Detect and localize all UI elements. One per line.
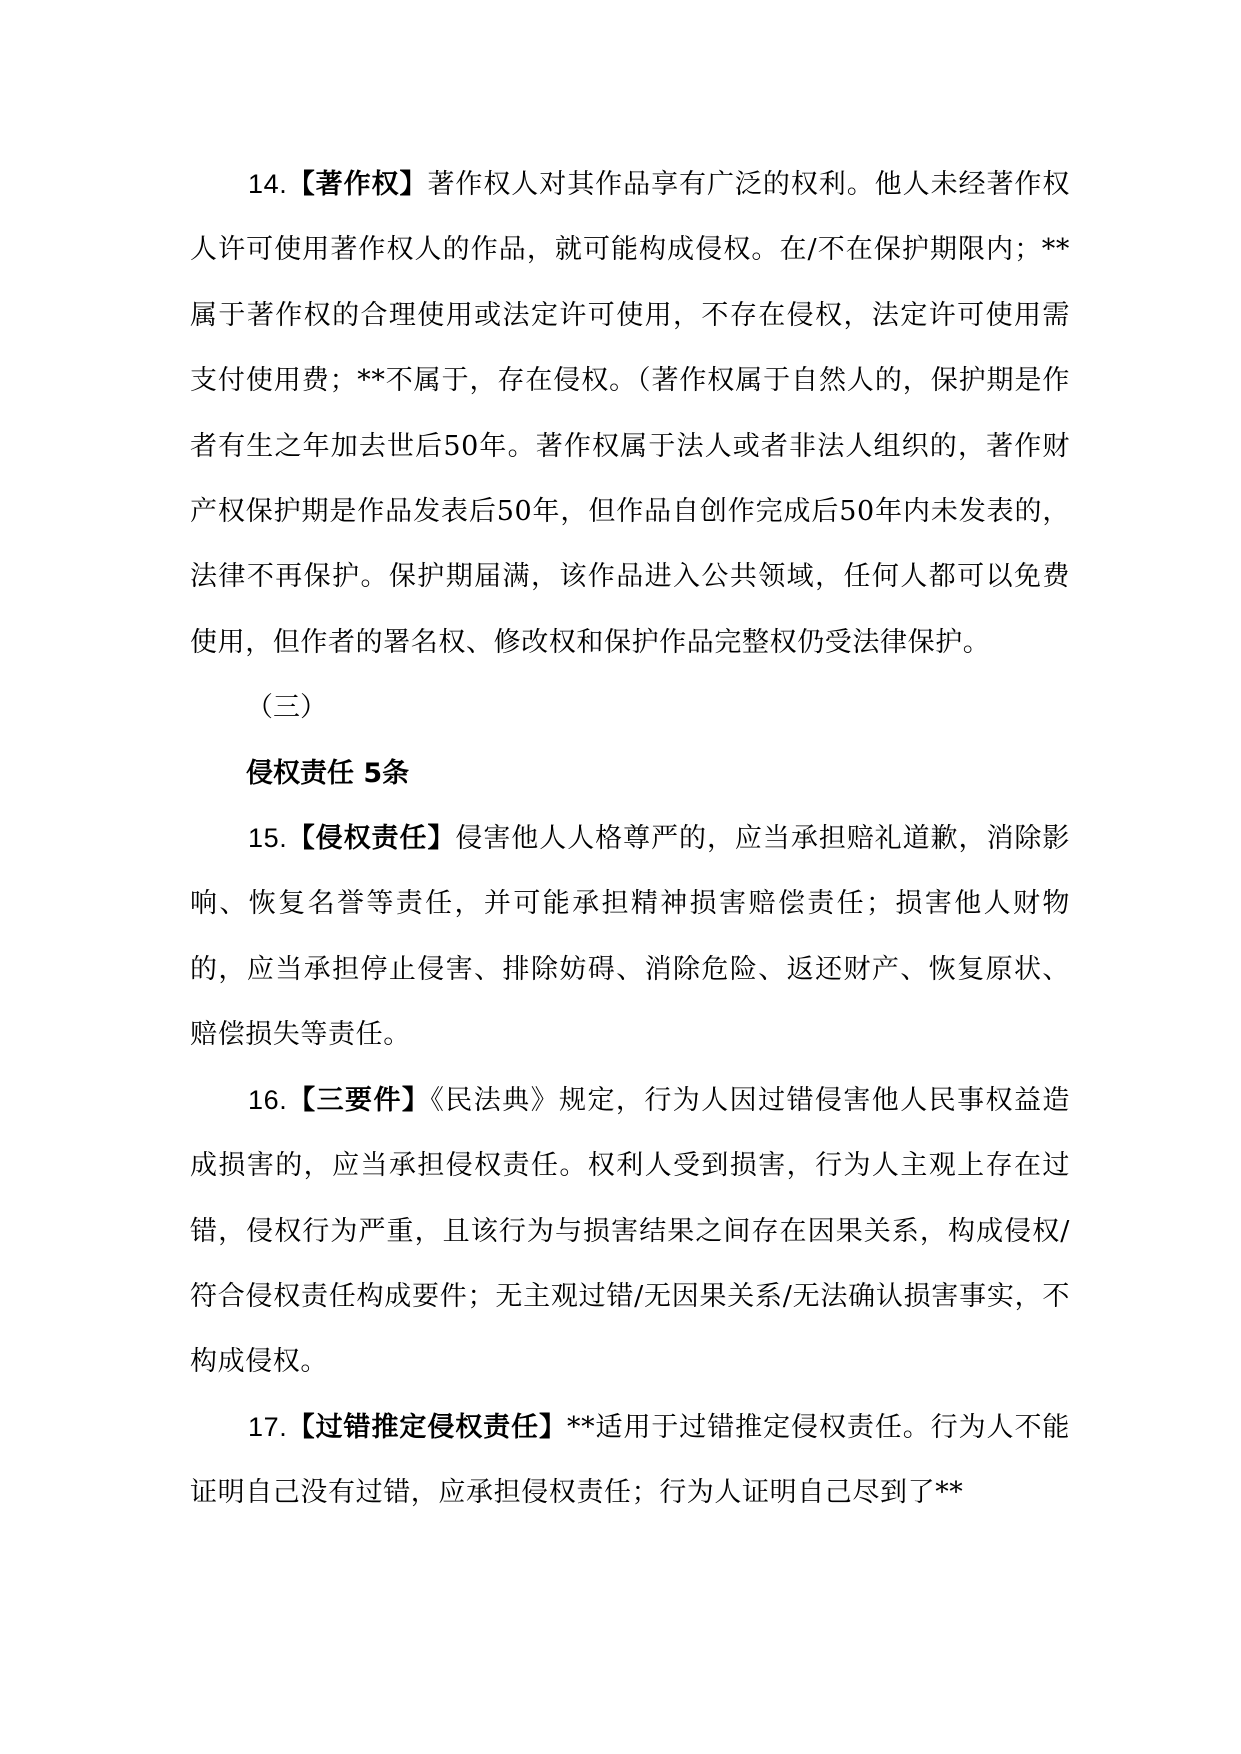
item-text: 《民法典》规定，行为人因过错侵害他人民事权益造成损害的，应当承担侵权责任。权利人受到损害，行为人主观上存在过错，侵权行为严重，且该行为与损害结果之间存在因果关系，构成侵权/符合侵权责任构成要件；无主观过错/无因果关系/无法确认损害事实，不构成侵权。 <box>190 1084 1070 1378</box>
item-term: 【过错推定侵权责任】 <box>287 1411 567 1443</box>
item-term: 【侵权责任】 <box>287 823 456 855</box>
section-heading: 侵权责任 5条 <box>246 757 410 789</box>
item-number: 15. <box>248 823 288 854</box>
paragraph-17 <box>190 1395 1070 1526</box>
item-number: 14. <box>248 169 288 199</box>
document-page <box>190 152 1070 1526</box>
item-text: 著作权人对其作品享有广泛的权利。他人未经著作权人许可使用著作权人的作品，就可能构成侵权。在/不在保护期限内；**属于著作权的合理使用或法定许可使用，不存在侵权，法定许可使用需支付使用费；**不属于，存在侵权。（著作权属于自然人的，保护期是作者有生之年加去世后50年。著作权属于法人或者非法人组织的，著作财产权保护期是作品发表后50年，但作品自创作完成后50年内未发表的，法律不再保护。保护期届满，该作品进入公共领域，任何人都可以免费使用，但作者的署名权、修改权和保护作品完整权仍受法律保护。 <box>190 169 1070 658</box>
item-number: 17. <box>248 1411 288 1442</box>
item-term: 【三要件】 <box>287 1084 431 1116</box>
paragraph-14 <box>190 152 1070 675</box>
item-term: 【著作权】 <box>287 169 428 200</box>
paragraph-15 <box>190 806 1070 1068</box>
section-label: （三） <box>246 692 327 724</box>
item-text: **适用于过错推定侵权责任。行为人不能证明自己没有过错，应承担侵权责任；行为人证明自己尽到了** <box>190 1411 1070 1509</box>
item-number: 16. <box>248 1084 288 1115</box>
paragraph-16 <box>190 1068 1070 1395</box>
item-text: 侵害他人人格尊严的，应当承担赔礼道歉，消除影响、恢复名誉等责任，并可能承担精神损害赔偿责任；损害他人财物的，应当承担停止侵害、排除妨碍、消除危险、返还财产、恢复原状、赔偿损失等责任。 <box>190 823 1070 1051</box>
